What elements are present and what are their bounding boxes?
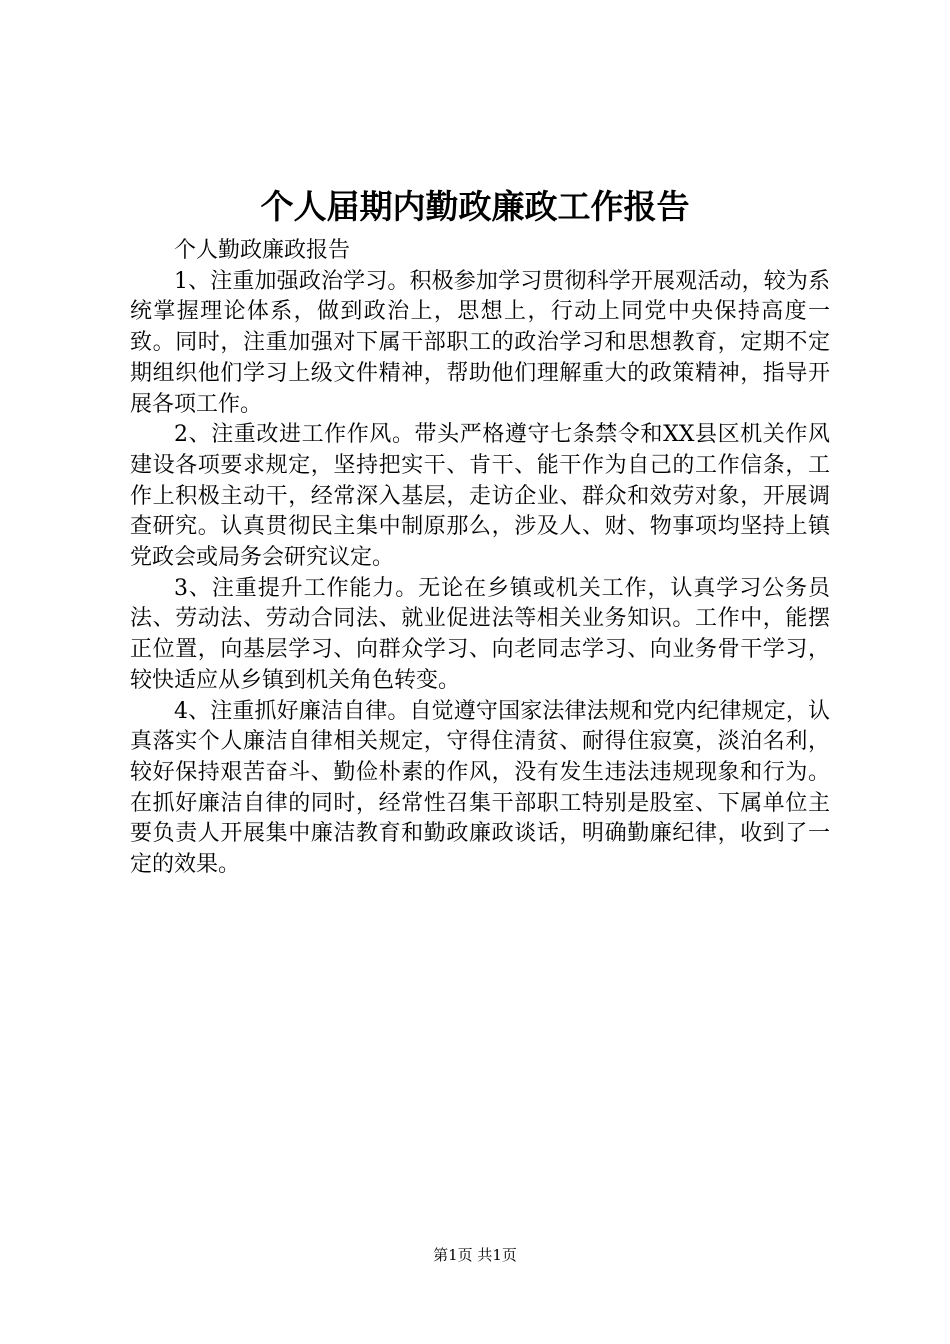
paragraph-4: 4、注重抓好廉洁自律。自觉遵守国家法律法规和党内纪律规定，认真落实个人廉洁自律相关规定，守得住清贫、耐得住寂寞，淡泊名利，较好保持艰苦奋斗、勤俭朴素的作风，没有发生违法违规现象和行为。在抓好廉洁自律的同时，经常性召集干部职工特别是股室、下属单位主要负责人开展集中廉洁教育和勤政廉政谈话，明确勤廉纪律，收到了一定的效果。 [130,698,830,878]
document-body [130,236,830,881]
paragraph-1: 1、注重加强政治学习。积极参加学习贯彻科学开展观活动，较为系统掌握理论体系，做到政治上，思想上，行动上同党中央保持高度一致。同时，注重加强对下属干部职工的政治学习和思想教育，定期不定期组织他们学习上级文件精神，帮助他们理解重大的政策精神，指导开展各项工作。 [130,268,830,417]
paragraph-2: 2、注重改进工作作风。带头严格遵守七条禁令和XX县区机关作风建设各项要求规定，坚持把实干、肯干、能干作为自己的工作信条，工作上积极主动干，经常深入基层，走访企业、群众和效劳对象，开展调查研究。认真贯彻民主集中制原那么，涉及人、财、物事项均坚持上镇党政会或局务会研究议定。 [130,422,830,571]
document-subtitle: 个人勤政廉政报告 [174,238,351,263]
paragraph-3: 3、注重提升工作能力。无论在乡镇或机关工作，认真学习公务员法、劳动法、劳动合同法、就业促进法等相关业务知识。工作中，能摆正位置，向基层学习、向群众学习、向老同志学习、向业务骨干学习，较快适应从乡镇到机关角色转变。 [130,575,830,693]
document-title: 个人届期内勤政廉政工作报告 [260,187,690,226]
page-footer: 第1页 共1页 [433,1246,517,1264]
